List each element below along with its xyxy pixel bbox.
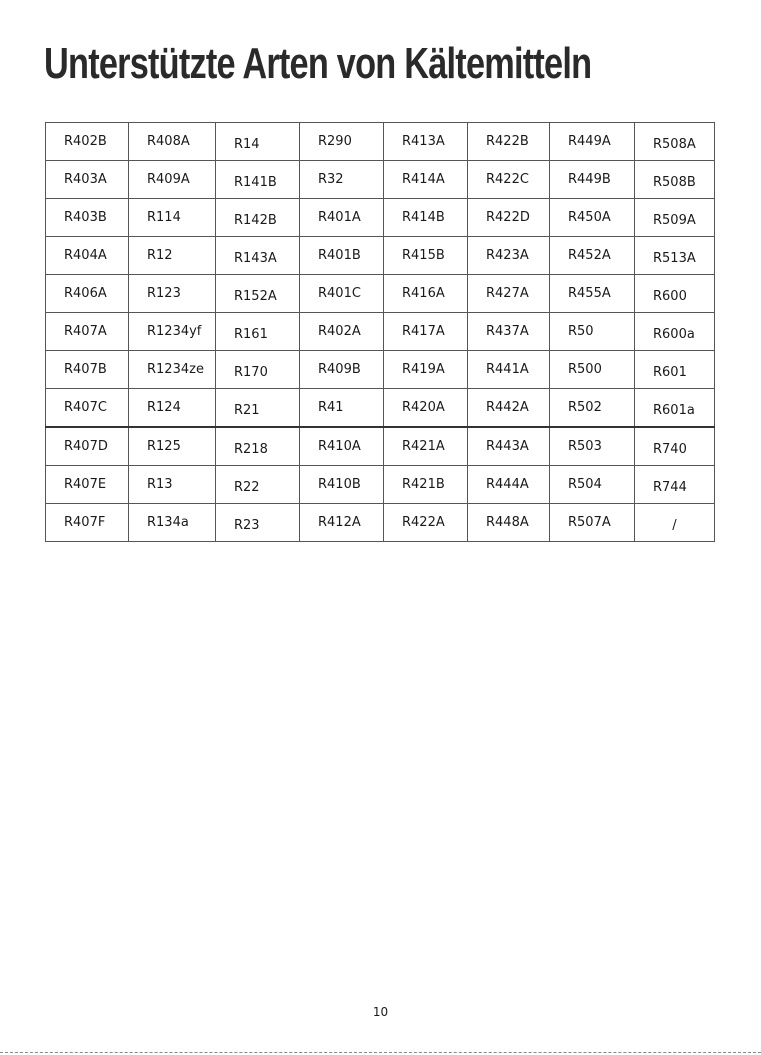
table-cell: R125 — [129, 427, 216, 466]
page-title: Unterstützte Arten von Kältemitteln — [44, 39, 592, 88]
table-cell: R407A — [46, 313, 129, 351]
table-row — [46, 313, 715, 351]
table-cell: R142B — [216, 199, 300, 237]
table-row — [46, 161, 715, 199]
table-cell: R601a — [635, 389, 715, 428]
table-cell: R414B — [384, 199, 468, 237]
table-cell: R406A — [46, 275, 129, 313]
table-cell: R161 — [216, 313, 300, 351]
table-cell: R13 — [129, 466, 216, 504]
table-cell: R21 — [216, 389, 300, 428]
table-cell: R744 — [635, 466, 715, 504]
table-cell: R421B — [384, 466, 468, 504]
table-cell: R413A — [384, 123, 468, 161]
table-cell: R455A — [550, 275, 635, 313]
table-cell: R740 — [635, 427, 715, 466]
table-cell: R401B — [300, 237, 384, 275]
table-cell: R1234ze — [129, 351, 216, 389]
table-cell: R134a — [129, 504, 216, 542]
table-cell: R452A — [550, 237, 635, 275]
table-cell: R502 — [550, 389, 635, 428]
table-cell: R407B — [46, 351, 129, 389]
table-cell: R509A — [635, 199, 715, 237]
table-cell: R420A — [384, 389, 468, 428]
table-cell: R417A — [384, 313, 468, 351]
table-row — [46, 427, 715, 466]
table-cell: R403B — [46, 199, 129, 237]
table-cell: R143A — [216, 237, 300, 275]
table-row — [46, 123, 715, 161]
table-cell: R23 — [216, 504, 300, 542]
table-cell: R601 — [635, 351, 715, 389]
table-row — [46, 199, 715, 237]
table-cell: R290 — [300, 123, 384, 161]
table-cell: R401A — [300, 199, 384, 237]
table-cell: R600a — [635, 313, 715, 351]
table-cell: R401C — [300, 275, 384, 313]
table-cell: R450A — [550, 199, 635, 237]
table-cell: R407F — [46, 504, 129, 542]
table-cell: R422D — [468, 199, 550, 237]
table-cell: R442A — [468, 389, 550, 428]
table-cell: R14 — [216, 123, 300, 161]
refrigerant-table — [45, 122, 715, 542]
table-cell: R141B — [216, 161, 300, 199]
table-cell: R410A — [300, 427, 384, 466]
table-cell: R421A — [384, 427, 468, 466]
table-cell: R170 — [216, 351, 300, 389]
table-row — [46, 237, 715, 275]
table-cell: R22 — [216, 466, 300, 504]
table-cell: R412A — [300, 504, 384, 542]
table-cell: R444A — [468, 466, 550, 504]
table-cell: R12 — [129, 237, 216, 275]
table-cell: R513A — [635, 237, 715, 275]
table-cell: R416A — [384, 275, 468, 313]
table-cell: R508B — [635, 161, 715, 199]
table-cell: R218 — [216, 427, 300, 466]
table-cell: R437A — [468, 313, 550, 351]
table-cell: R427A — [468, 275, 550, 313]
table-cell: R123 — [129, 275, 216, 313]
table-cell: R415B — [384, 237, 468, 275]
table-cell: R409A — [129, 161, 216, 199]
table-cell: R449A — [550, 123, 635, 161]
table-cell: R410B — [300, 466, 384, 504]
table-cell: R402A — [300, 313, 384, 351]
table-cell: R448A — [468, 504, 550, 542]
table-cell: R422C — [468, 161, 550, 199]
table-cell: R443A — [468, 427, 550, 466]
table-cell: R422A — [384, 504, 468, 542]
table-cell: R600 — [635, 275, 715, 313]
table-cell: R408A — [129, 123, 216, 161]
table-cell: R403A — [46, 161, 129, 199]
table-cell: R407C — [46, 389, 129, 428]
table-row — [46, 275, 715, 313]
table-row — [46, 389, 715, 428]
table-cell: R407D — [46, 427, 129, 466]
table-cell: R41 — [300, 389, 384, 428]
table-cell: R508A — [635, 123, 715, 161]
table-row — [46, 351, 715, 389]
table-cell: R504 — [550, 466, 635, 504]
table-cell: R414A — [384, 161, 468, 199]
table-cell: R407E — [46, 466, 129, 504]
table-cell: R1234yf — [129, 313, 216, 351]
table-cell: R423A — [468, 237, 550, 275]
page-number: 10 — [372, 1005, 389, 1019]
table-cell: R449B — [550, 161, 635, 199]
table-cell: R422B — [468, 123, 550, 161]
table-cell: R402B — [46, 123, 129, 161]
bottom-rule — [0, 1052, 761, 1053]
table-cell: / — [635, 504, 715, 542]
table-cell: R507A — [550, 504, 635, 542]
table-row — [46, 504, 715, 542]
table-cell: R124 — [129, 389, 216, 428]
table-cell: R503 — [550, 427, 635, 466]
table-cell: R404A — [46, 237, 129, 275]
table-cell: R441A — [468, 351, 550, 389]
table-cell: R500 — [550, 351, 635, 389]
table-cell: R32 — [300, 161, 384, 199]
table-row — [46, 466, 715, 504]
table-cell: R419A — [384, 351, 468, 389]
table-cell: R50 — [550, 313, 635, 351]
table-cell: R152A — [216, 275, 300, 313]
table-cell: R114 — [129, 199, 216, 237]
table-cell: R409B — [300, 351, 384, 389]
